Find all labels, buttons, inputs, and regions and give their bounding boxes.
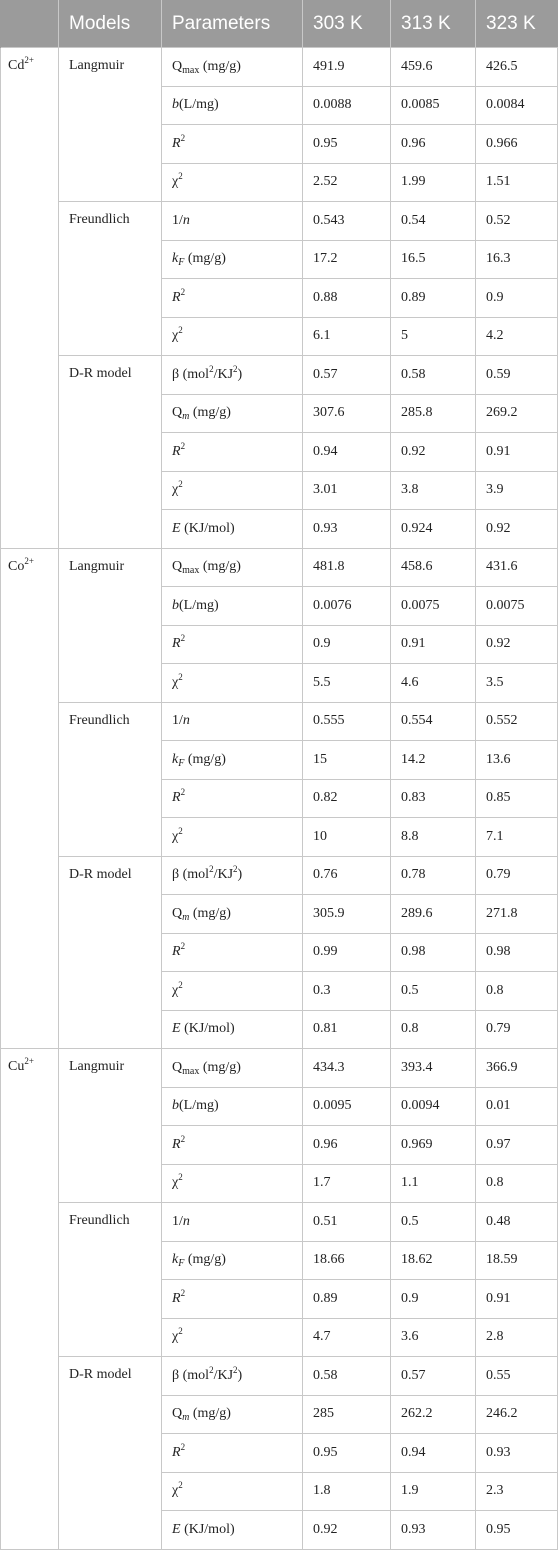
value-313k: 262.2 [391,1395,476,1434]
value-303k: 305.9 [303,895,391,934]
value-323k: 0.92 [476,625,558,664]
value-303k: 1.8 [303,1472,391,1511]
value-303k: 6.1 [303,317,391,356]
param-superscript: 2 [180,286,186,297]
parameter-cell [162,779,303,818]
value-303k: 0.51 [303,1203,391,1242]
value-313k: 0.98 [391,933,476,972]
model-cell: D-R model [59,856,162,1049]
value-323k: 0.8 [476,972,558,1011]
param-superscript: 2 [209,363,214,374]
param-unit: (KJ/mol) [180,1521,235,1537]
parameter-cell [162,702,303,741]
value-323k: 0.48 [476,1203,558,1242]
param-symbol: R [172,1444,181,1460]
value-323k: 0.552 [476,702,558,741]
value-303k: 18.66 [303,1241,391,1280]
value-313k: 16.5 [391,240,476,279]
value-303k: 10 [303,818,391,857]
param-superscript: 2 [180,1287,186,1298]
parameter-cell [162,86,303,125]
value-313k: 0.89 [391,279,476,318]
value-313k: 18.62 [391,1241,476,1280]
param-superscript: 2 [233,363,238,374]
param-unit: ) [237,867,243,883]
parameter-cell [162,433,303,472]
param-subscript: m [182,911,190,923]
value-303k: 2.52 [303,163,391,202]
value-313k: 0.0075 [391,587,476,626]
value-313k: 4.6 [391,664,476,703]
model-cell: D-R model [59,356,162,549]
param-text: Q [172,905,183,921]
param-unit: (mg/g) [184,1252,226,1268]
table-row [1,1203,558,1242]
param-superscript: 2 [180,440,186,451]
param-unit: (L/mg) [179,97,219,113]
parameter-cell [162,1318,303,1357]
value-323k: 0.55 [476,1357,558,1396]
table-row [1,1357,558,1396]
value-303k: 0.76 [303,856,391,895]
value-323k: 0.01 [476,1087,558,1126]
parameter-cell [162,317,303,356]
param-symbol: n [182,212,190,228]
parameter-cell [162,1010,303,1049]
param-superscript: 2 [178,479,183,490]
value-313k: 1.9 [391,1472,476,1511]
ion-charge: 2+ [24,555,34,566]
value-303k: 0.9 [303,625,391,664]
parameter-cell [162,741,303,780]
table-row [1,856,558,895]
value-323k: 7.1 [476,818,558,857]
param-unit: (mg/g) [199,58,241,74]
param-superscript: 2 [178,979,183,990]
param-symbol: R [172,790,181,806]
header-row [1,0,558,48]
parameter-cell [162,972,303,1011]
model-cell: Langmuir [59,548,162,702]
parameter-cell [162,471,303,510]
value-323k: 3.9 [476,471,558,510]
param-text: β (mol [172,867,210,883]
param-superscript: 2 [180,1133,186,1144]
param-superscript: 2 [178,825,183,836]
param-symbol: k [172,1252,179,1268]
value-313k: 0.9 [391,1280,476,1319]
model-cell: D-R model [59,1357,162,1550]
value-313k: 285.8 [391,394,476,433]
value-323k: 431.6 [476,548,558,587]
param-unit: /KJ [213,1367,234,1383]
param-text: χ [172,674,179,690]
param-superscript: 2 [180,132,186,143]
table-row [1,548,558,587]
param-unit: /KJ [213,366,234,382]
value-303k: 17.2 [303,240,391,279]
param-subscript: F [178,1258,185,1270]
parameter-cell [162,1087,303,1126]
value-303k: 15 [303,741,391,780]
value-303k: 0.0076 [303,587,391,626]
value-303k: 0.82 [303,779,391,818]
table-row [1,356,558,395]
value-313k: 0.0085 [391,86,476,125]
value-313k: 3.6 [391,1318,476,1357]
value-313k: 289.6 [391,895,476,934]
value-313k: 459.6 [391,48,476,87]
param-superscript: 2 [233,864,238,875]
value-303k: 307.6 [303,394,391,433]
param-text: 1/ [172,713,183,729]
param-superscript: 2 [209,1364,214,1375]
value-303k: 5.5 [303,664,391,703]
param-text: χ [172,174,179,190]
value-313k: 0.924 [391,510,476,549]
value-313k: 0.54 [391,202,476,241]
parameter-cell [162,933,303,972]
param-superscript: 2 [180,1441,186,1452]
ion-charge: 2+ [24,1056,34,1066]
value-303k: 0.543 [303,202,391,241]
value-323k: 0.93 [476,1434,558,1473]
value-303k: 1.7 [303,1164,391,1203]
parameter-cell [162,279,303,318]
value-323k: 0.97 [476,1126,558,1165]
model-cell: Freundlich [59,1203,162,1357]
param-text: Q [172,1406,183,1422]
value-323k: 246.2 [476,1395,558,1434]
value-313k: 8.8 [391,818,476,857]
value-303k: 0.88 [303,279,391,318]
value-323k: 0.52 [476,202,558,241]
header-323k: 323 K [476,0,558,48]
value-303k: 4.7 [303,1318,391,1357]
value-303k: 0.3 [303,972,391,1011]
parameter-cell [162,1049,303,1088]
value-323k: 0.0084 [476,86,558,125]
header-ion [1,0,59,48]
param-superscript: 2 [178,325,183,336]
value-303k: 0.94 [303,433,391,472]
parameter-cell [162,587,303,626]
param-subscript: max [182,1065,200,1077]
model-cell: Freundlich [59,202,162,356]
value-303k: 285 [303,1395,391,1434]
value-313k: 0.58 [391,356,476,395]
value-303k: 0.95 [303,125,391,164]
value-323k: 0.85 [476,779,558,818]
param-superscript: 2 [180,787,186,798]
param-unit: (mg/g) [199,559,241,575]
value-303k: 0.58 [303,1357,391,1396]
param-text: 1/ [172,212,183,228]
parameter-cell [162,625,303,664]
model-cell: Freundlich [59,702,162,856]
parameter-cell [162,163,303,202]
param-superscript: 2 [233,1364,238,1375]
param-superscript: 2 [178,171,183,182]
model-cell: Langmuir [59,48,162,202]
param-symbol: k [172,751,179,767]
value-313k: 393.4 [391,1049,476,1088]
param-text: χ [172,982,179,998]
value-323k: 18.59 [476,1241,558,1280]
table-row [1,48,558,87]
param-unit: ) [237,1367,243,1383]
parameter-cell [162,1241,303,1280]
parameter-cell [162,1472,303,1511]
param-text: Q [172,559,183,575]
value-303k: 0.96 [303,1126,391,1165]
table-row [1,1049,558,1088]
param-text: χ [172,1175,179,1191]
value-323k: 4.2 [476,317,558,356]
param-symbol: R [172,636,181,652]
value-313k: 0.96 [391,125,476,164]
parameter-cell [162,1164,303,1203]
value-323k: 16.3 [476,240,558,279]
value-323k: 0.0075 [476,587,558,626]
parameter-cell [162,664,303,703]
table-row [1,702,558,741]
param-symbol: n [182,1213,190,1229]
value-323k: 0.91 [476,433,558,472]
param-symbol: b [172,97,179,113]
parameter-cell [162,394,303,433]
ion-cell [1,48,59,549]
value-323k: 2.8 [476,1318,558,1357]
param-unit: (mg/g) [189,1406,231,1422]
ion-symbol: Co [8,558,25,574]
ion-symbol: Cd [8,58,25,73]
header-models: Models [59,0,162,48]
param-symbol: R [172,1136,181,1152]
parameter-cell [162,818,303,857]
header-313k: 313 K [391,0,476,48]
value-313k: 0.94 [391,1434,476,1473]
param-text: 1/ [172,1213,183,1229]
value-303k: 481.8 [303,548,391,587]
param-superscript: 2 [180,941,186,952]
value-323k: 0.59 [476,356,558,395]
value-323k: 269.2 [476,394,558,433]
param-unit: (mg/g) [184,751,226,767]
value-303k: 434.3 [303,1049,391,1088]
value-323k: 0.79 [476,856,558,895]
parameter-cell [162,548,303,587]
value-323k: 13.6 [476,741,558,780]
param-text: χ [172,1329,179,1345]
param-unit: (mg/g) [189,905,231,921]
value-313k: 0.969 [391,1126,476,1165]
value-303k: 0.81 [303,1010,391,1049]
value-323k: 0.95 [476,1511,558,1550]
table-body [1,48,558,1550]
value-313k: 0.92 [391,433,476,472]
param-text: β (mol [172,366,210,382]
ion-charge: 2+ [24,55,34,65]
param-unit: (mg/g) [199,1059,241,1075]
param-unit: (KJ/mol) [180,1021,235,1037]
value-323k: 0.91 [476,1280,558,1319]
param-text: χ [172,1483,179,1499]
parameter-cell [162,1126,303,1165]
param-superscript: 2 [178,1172,183,1183]
value-323k: 426.5 [476,48,558,87]
param-symbol: n [182,713,190,729]
value-303k: 0.0088 [303,86,391,125]
value-313k: 0.5 [391,972,476,1011]
param-text: χ [172,828,179,844]
param-superscript: 2 [178,1480,183,1491]
param-symbol: k [172,251,179,267]
param-unit: (mg/g) [189,405,231,421]
parameter-cell [162,1357,303,1396]
header-parameters: Parameters [162,0,303,48]
param-symbol: E [172,520,181,536]
param-superscript: 2 [178,671,183,682]
ion-symbol: Cu [8,1059,25,1074]
value-313k: 458.6 [391,548,476,587]
parameter-cell [162,125,303,164]
value-313k: 0.78 [391,856,476,895]
param-unit: (L/mg) [179,1098,219,1114]
value-313k: 0.93 [391,1511,476,1550]
value-323k: 0.79 [476,1010,558,1049]
param-symbol: R [172,1290,181,1306]
value-303k: 3.01 [303,471,391,510]
parameter-cell [162,1511,303,1550]
value-313k: 0.57 [391,1357,476,1396]
parameter-cell [162,856,303,895]
value-313k: 0.91 [391,625,476,664]
value-313k: 0.0094 [391,1087,476,1126]
value-323k: 0.966 [476,125,558,164]
param-unit: /KJ [213,867,234,883]
param-symbol: R [172,944,181,960]
parameter-cell [162,510,303,549]
param-unit: (mg/g) [184,251,226,267]
param-text: χ [172,482,179,498]
value-303k: 0.57 [303,356,391,395]
parameter-cell [162,202,303,241]
param-symbol: R [172,289,181,305]
value-323k: 1.51 [476,163,558,202]
value-323k: 0.98 [476,933,558,972]
param-text: β (mol [172,1367,210,1383]
model-cell: Langmuir [59,1049,162,1203]
parameter-cell [162,895,303,934]
parameter-cell [162,1395,303,1434]
value-313k: 5 [391,317,476,356]
ion-cell [1,548,59,1049]
param-subscript: m [182,411,190,423]
value-303k: 0.93 [303,510,391,549]
value-303k: 0.92 [303,1511,391,1550]
param-symbol: E [172,1021,181,1037]
value-313k: 0.554 [391,702,476,741]
param-unit: (L/mg) [179,597,219,613]
value-323k: 366.9 [476,1049,558,1088]
param-unit: (KJ/mol) [180,520,235,536]
param-symbol: R [172,443,181,459]
parameter-cell [162,48,303,87]
value-313k: 1.99 [391,163,476,202]
value-303k: 0.99 [303,933,391,972]
value-323k: 2.3 [476,1472,558,1511]
param-symbol: R [172,135,181,151]
value-313k: 14.2 [391,741,476,780]
parameter-cell [162,1280,303,1319]
param-text: χ [172,328,179,344]
param-subscript: m [182,1412,190,1424]
parameter-cell [162,1203,303,1242]
value-313k: 0.5 [391,1203,476,1242]
param-superscript: 2 [209,864,214,875]
param-text: Q [172,1059,183,1075]
param-superscript: 2 [178,1326,183,1337]
parameter-cell [162,356,303,395]
param-unit: ) [237,366,243,382]
value-303k: 0.0095 [303,1087,391,1126]
value-313k: 0.83 [391,779,476,818]
param-subscript: max [182,565,200,577]
param-subscript: F [178,257,185,269]
value-323k: 271.8 [476,895,558,934]
table-row [1,202,558,241]
param-text: Q [172,58,183,74]
param-subscript: F [178,757,185,769]
value-323k: 0.8 [476,1164,558,1203]
param-symbol: b [172,597,179,613]
value-313k: 0.8 [391,1010,476,1049]
param-symbol: b [172,1098,179,1114]
value-303k: 0.89 [303,1280,391,1319]
value-303k: 491.9 [303,48,391,87]
value-323k: 0.9 [476,279,558,318]
header-303k: 303 K [303,0,391,48]
param-subscript: max [182,64,200,76]
parameter-cell [162,1434,303,1473]
value-313k: 1.1 [391,1164,476,1203]
value-303k: 0.95 [303,1434,391,1473]
ion-cell [1,1049,59,1550]
parameter-cell [162,240,303,279]
param-text: Q [172,405,183,421]
param-superscript: 2 [180,633,186,644]
value-313k: 3.8 [391,471,476,510]
param-symbol: E [172,1521,181,1537]
value-303k: 0.555 [303,702,391,741]
value-323k: 3.5 [476,664,558,703]
table-header [1,0,558,48]
value-323k: 0.92 [476,510,558,549]
